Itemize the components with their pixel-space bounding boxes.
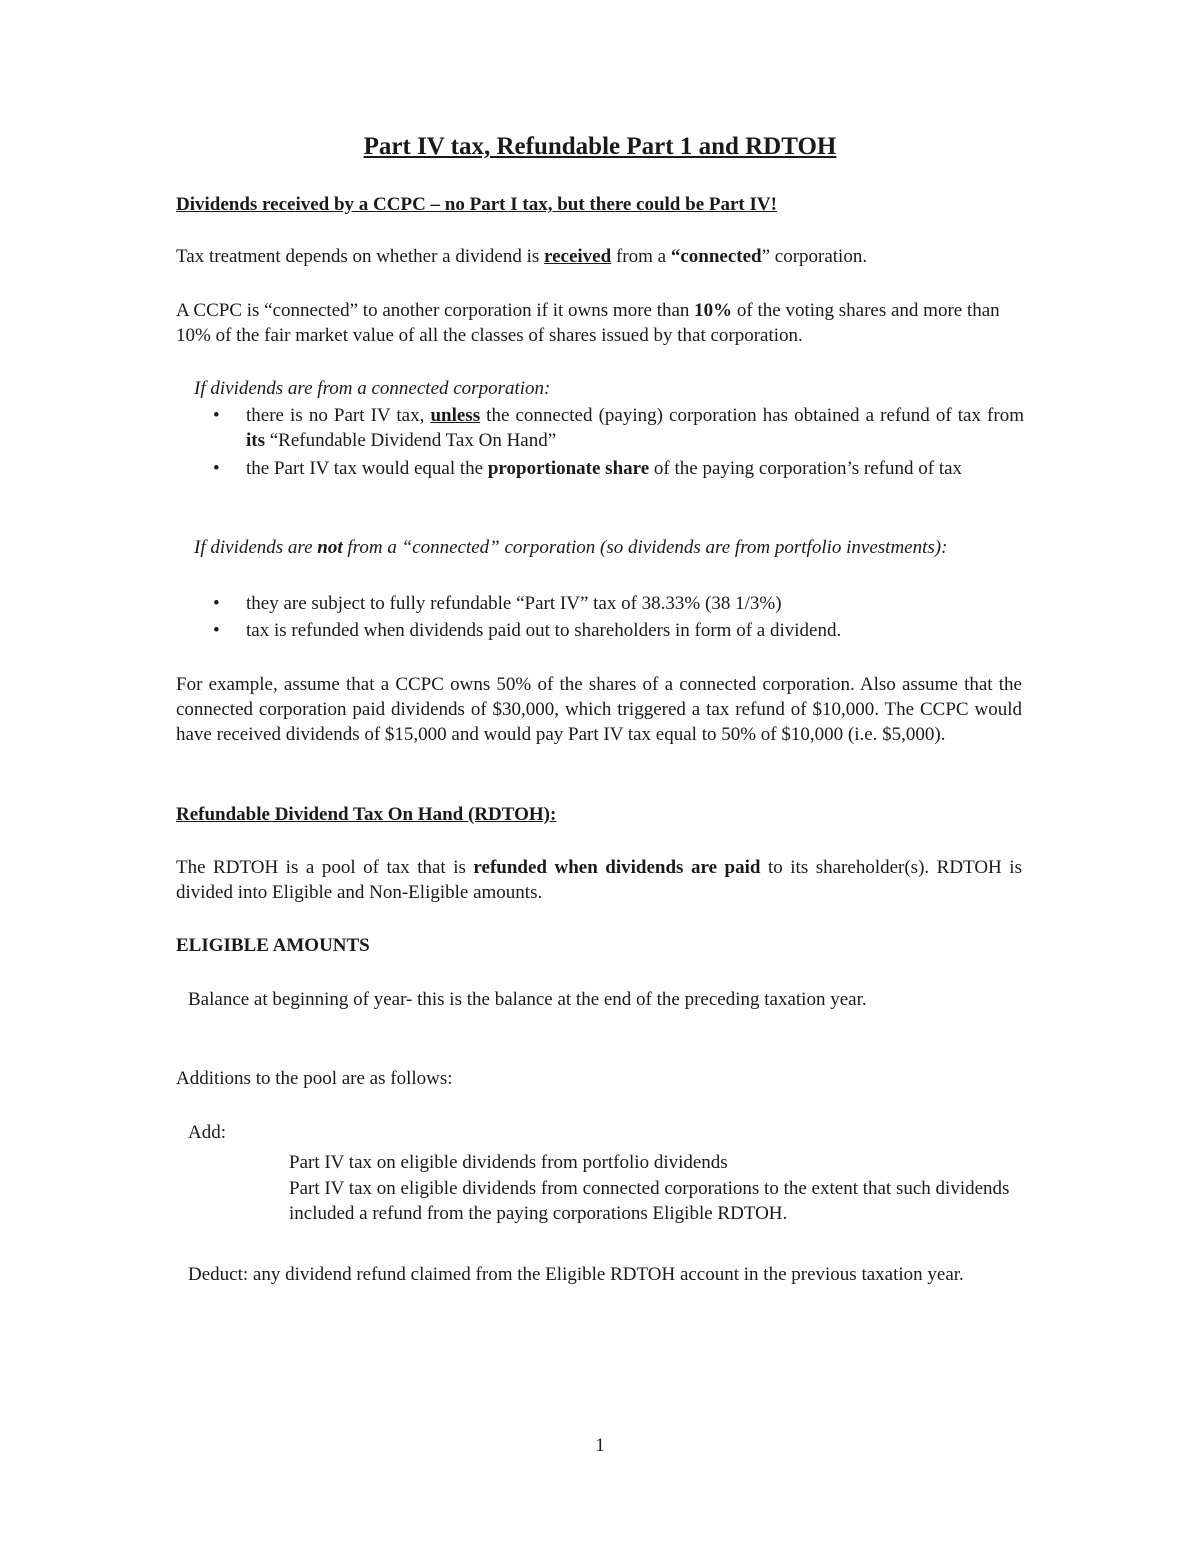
add-item-connected: Part IV tax on eligible dividends from connected corporations to the extent that such dividends included a refund from the paying corporations Eligible RDTOH. [289, 1178, 1010, 1224]
bullet-marker: • [213, 620, 220, 641]
not-connected-heading-1: If dividends are [194, 537, 318, 558]
its-emphasis: its [246, 430, 265, 451]
not-connected-bullet-2: tax is refunded when dividends paid out to shareholders in form of a dividend. [246, 620, 842, 641]
bullet-1-text-2: the connected (paying) corporation has obtained a refund of tax from [480, 405, 1024, 426]
bullet-marker: • [213, 593, 220, 614]
rdtoh-desc-text-1: The RDTOH is a pool of tax that is [176, 857, 474, 878]
bullet-2-text-1: the Part IV tax would equal the [246, 458, 488, 479]
bullet-1-text-3: “Refundable Dividend Tax On Hand” [265, 430, 557, 451]
eligible-amounts-heading: ELIGIBLE AMOUNTS [176, 935, 370, 956]
tax-treatment-text-1: Tax treatment depends on whether a dividend is [176, 246, 545, 267]
example-paragraph: For example, assume that a CCPC owns 50% of the shares of a connected corporation. Also assume that the connected corporation paid dividends of $30,000, which triggered a tax refund of $10,000. The CCPC would have received dividends of $15,000 and would pay Part IV tax equal to 50% of $10,000 (i.e. $5,000). [176, 674, 1022, 745]
not-connected-heading-2: from a “connected” corporation (so dividends are from portfolio investments): [342, 537, 948, 558]
proportionate-share-emphasis: proportionate share [487, 458, 650, 479]
not-connected-case-heading [176, 535, 976, 560]
unless-emphasis: unless [430, 405, 481, 426]
page-title: Part IV tax, Refundable Part 1 and RDTOH [363, 133, 837, 160]
connected-def-text-1: A CCPC is “connected” to another corporation if it owns more than [176, 300, 695, 321]
connected-emphasis: “connected [670, 246, 762, 267]
tax-treatment-text-3: ” corporation. [761, 246, 868, 267]
bullet-2-text-2: of the paying corporation’s refund of tax [649, 458, 963, 479]
connected-def-text-2: of the voting shares and more than 10% of the fair market value of all the classes of shares issued by that corporation. [176, 300, 1000, 346]
section-heading-dividends: Dividends received by a CCPC – no Part I tax, but there could be Part IV! [176, 194, 777, 215]
bullet-marker: • [213, 458, 220, 479]
bullet-1-text-1: there is no Part IV tax, [246, 405, 431, 426]
rdtoh-heading: Refundable Dividend Tax On Hand (RDTOH): [176, 804, 557, 825]
connected-bullet-1 [246, 403, 1024, 453]
add-label: Add: [188, 1122, 226, 1143]
connected-case-heading: If dividends are from a connected corporation: [194, 378, 551, 399]
refunded-emphasis: refunded when dividends are paid [473, 857, 761, 878]
rdtoh-desc-text-2: to its shareholder(s). RDTOH is divided into Eligible and Non-Eligible amounts. [176, 857, 1022, 903]
connected-bullet-2 [246, 456, 1024, 481]
add-item-portfolio: Part IV tax on eligible dividends from portfolio dividends [289, 1152, 728, 1173]
rdtoh-description [176, 855, 1022, 905]
not-emphasis: not [317, 537, 343, 558]
tax-treatment-paragraph [176, 244, 1036, 269]
bullet-marker: • [213, 405, 220, 426]
additions-intro: Additions to the pool are as follows: [176, 1068, 453, 1089]
page-number: 1 [595, 1435, 605, 1456]
balance-paragraph: Balance at beginning of year- this is the balance at the end of the preceding taxation year. [188, 989, 867, 1010]
deduct-paragraph: Deduct: any dividend refund claimed from the Eligible RDTOH account in the previous taxation year. [188, 1264, 964, 1285]
connected-definition-paragraph [176, 298, 1026, 348]
tax-treatment-text-2: from a [611, 246, 671, 267]
ten-percent-emphasis: 10% [694, 300, 733, 321]
not-connected-bullet-1: they are subject to fully refundable “Part IV” tax of 38.33% (38 1/3%) [246, 593, 782, 614]
received-emphasis: received [544, 246, 612, 267]
